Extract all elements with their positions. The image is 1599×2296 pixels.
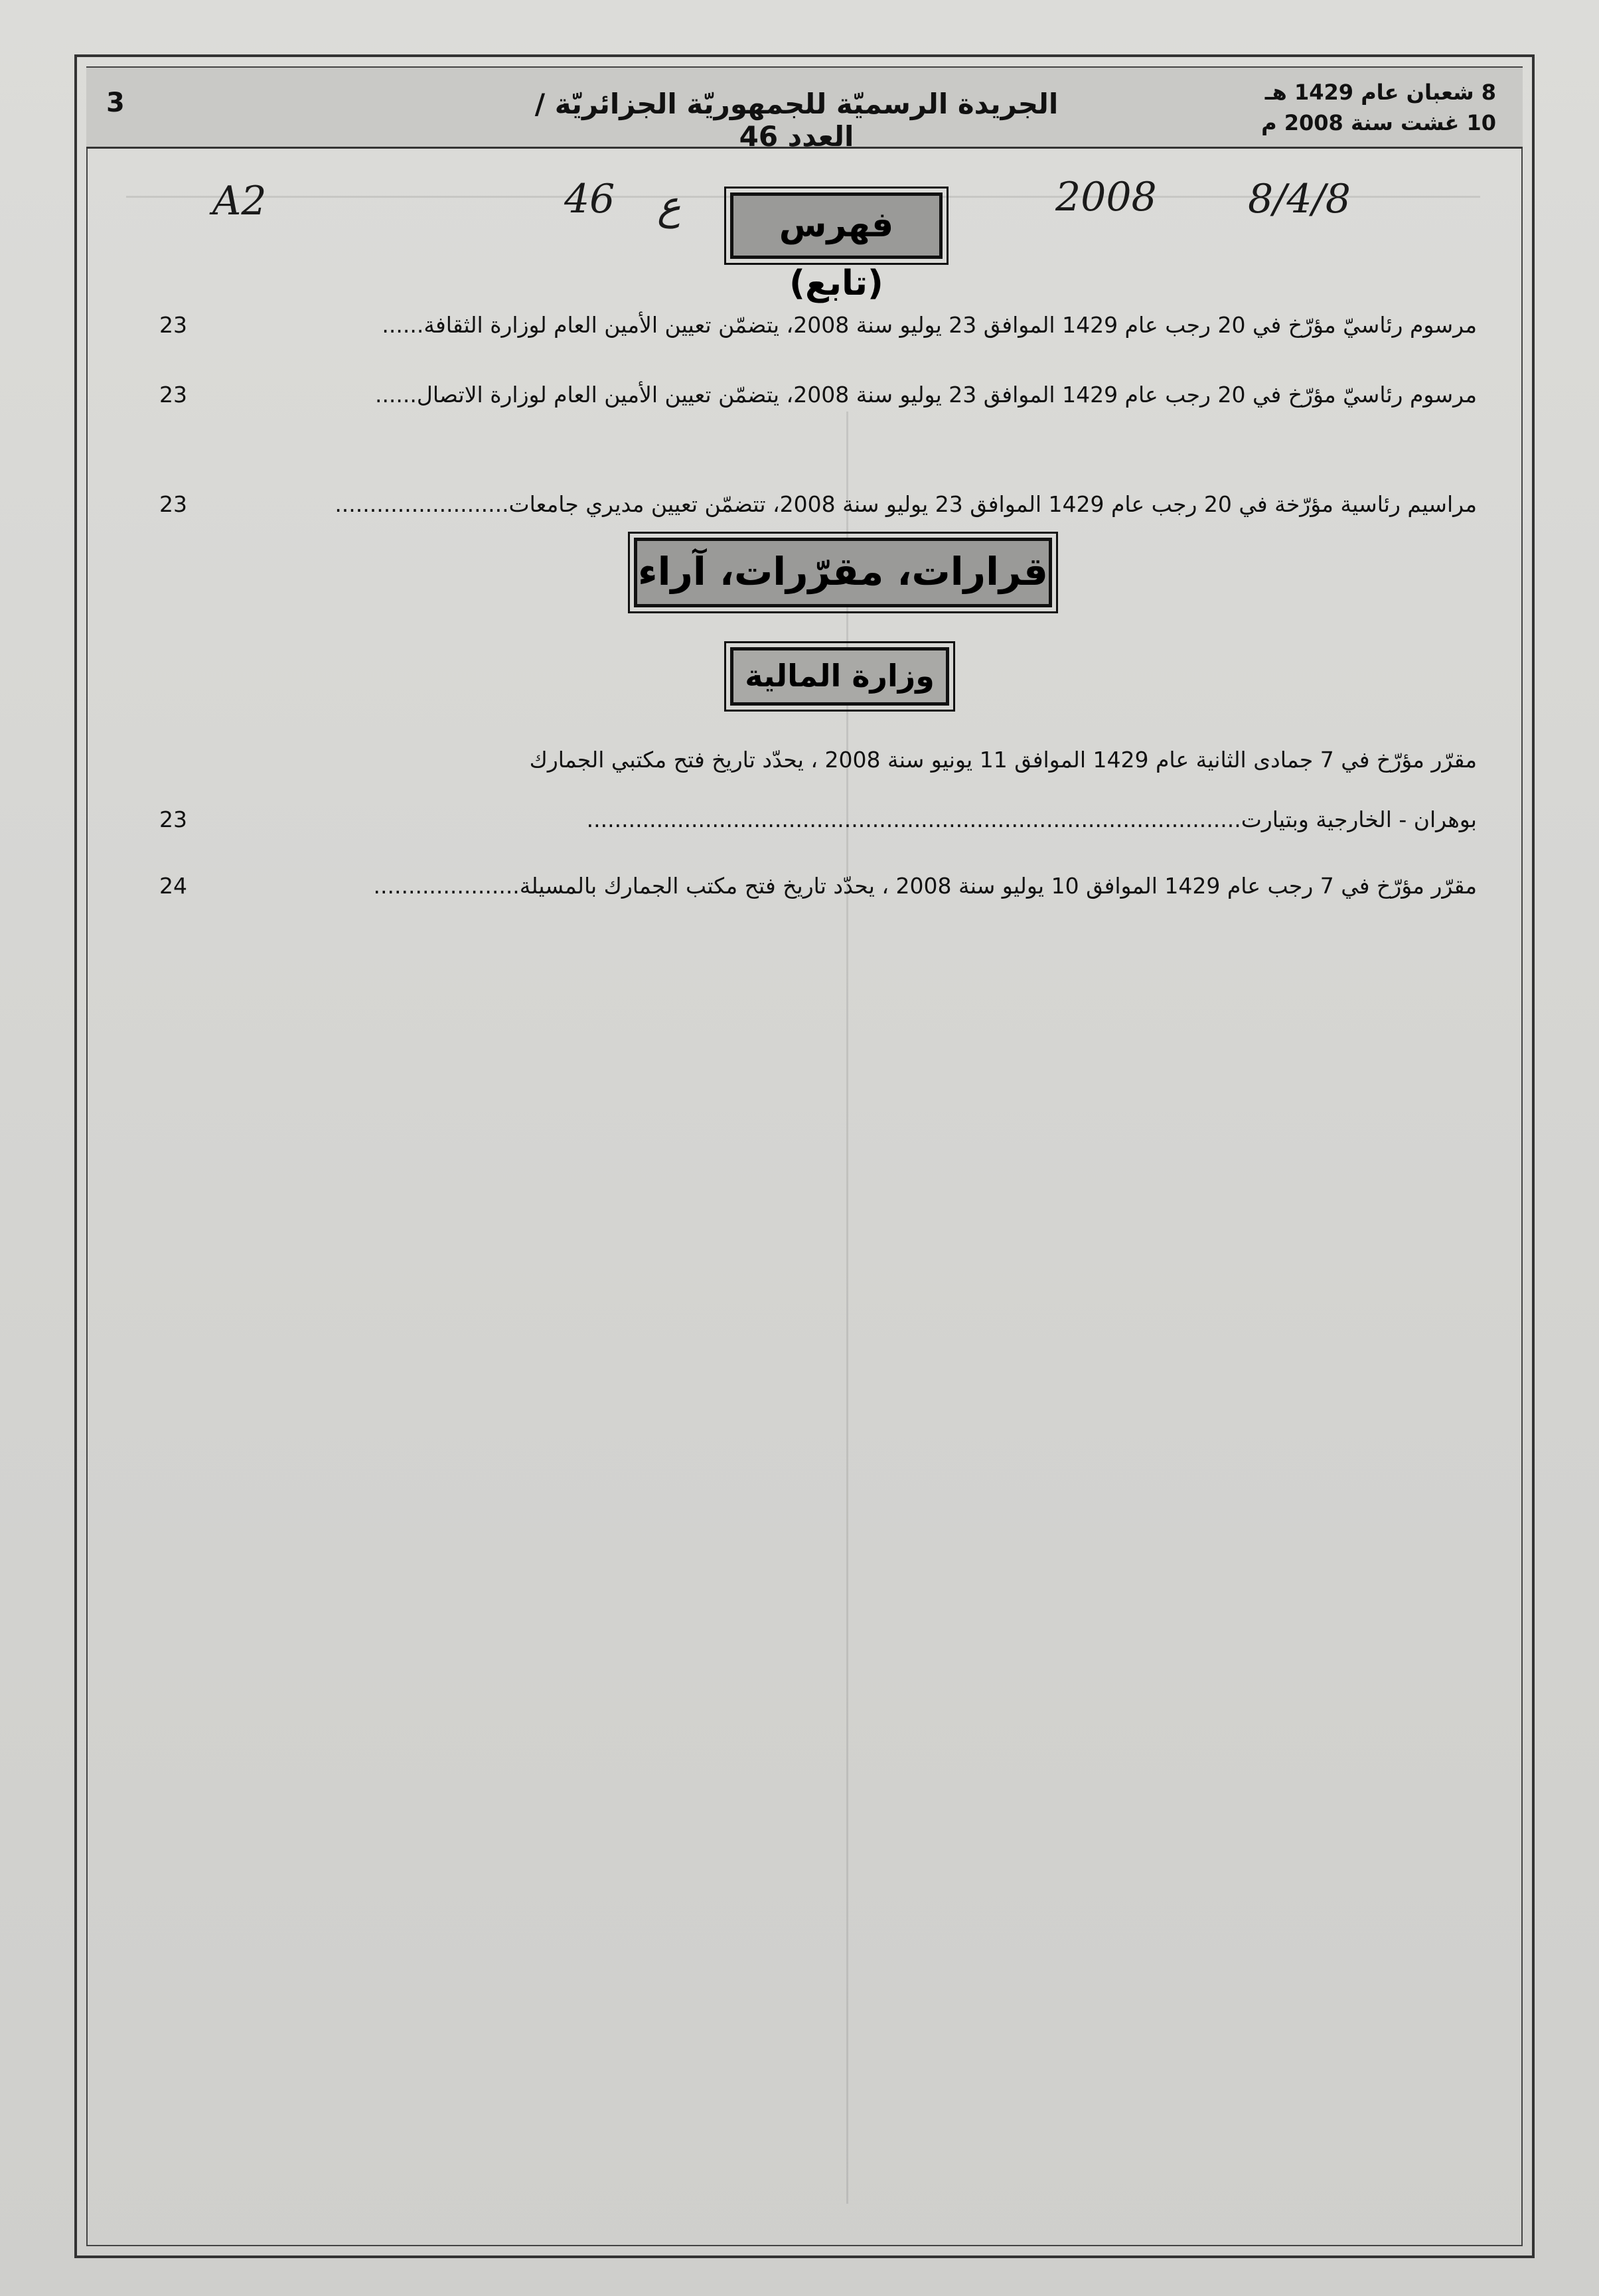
index-entry-4	[212, 743, 1477, 836]
date-gregorian: 10 غشت سنة 2008 م	[1261, 110, 1496, 135]
index-entry-2-page: 23	[159, 382, 187, 408]
header-date	[1261, 77, 1496, 138]
handwritten-note-date: 8/4/8	[1248, 176, 1351, 222]
index-entry-1-page: 23	[159, 312, 187, 338]
entry-text: مقرّر مؤرّخ في 7 رجب عام 1429 الموافق 10 يوليو سنة 2008 ، يحدّد تاريخ فتح مكتب الجمارك بالمسيلة.....................	[373, 873, 1477, 899]
index-entry-3	[212, 488, 1477, 521]
index-entry-3-page: 23	[159, 491, 187, 517]
index-entry-1	[212, 309, 1477, 342]
handwritten-note-a2: A2	[212, 178, 267, 224]
page-number: 3	[106, 88, 125, 118]
handwritten-note-ain: ع	[657, 183, 681, 229]
entry-text-line1: مقرّر مؤرّخ في 7 جمادى الثانية عام 1429 الموافق 11 يونيو سنة 2008 ، يحدّد تاريخ فتح مكتبي الجمارك	[529, 747, 1477, 773]
decisions-section-title: قرارات، مقرّرات، آراء	[634, 538, 1052, 607]
page-header	[86, 68, 1523, 153]
ministry-of-finance-title: وزارة المالية	[730, 647, 949, 706]
handwritten-note-46: 46	[564, 176, 615, 222]
entry-text: مرسوم رئاسيّ مؤرّخ في 20 رجب عام 1429 الموافق 23 يوليو سنة 2008، يتضمّن تعيين الأمين العام لوزارة الاتصال......	[374, 382, 1477, 408]
entry-text: مراسيم رئاسية مؤرّخة في 20 رجب عام 1429 الموافق 23 يوليو سنة 2008، تتضمّن تعيين مديري جامعات.........................	[335, 491, 1477, 517]
entry-text: مرسوم رئاسيّ مؤرّخ في 20 رجب عام 1429 الموافق 23 يوليو سنة 2008، يتضمّن تعيين الأمين العام لوزارة الثقافة......	[382, 312, 1477, 338]
index-continued-title: فهرس (تابع)	[730, 192, 943, 259]
journal-title: الجريدة الرسميّة للجمهوريّة الجزائريّة / العدد 46	[534, 88, 1059, 153]
date-hijri: 8 شعبان عام 1429 هـ	[1264, 80, 1496, 105]
handwritten-note-year: 2008	[1055, 174, 1157, 220]
index-entry-5	[212, 870, 1477, 903]
index-entry-2	[212, 378, 1477, 412]
entry-text-line2: بوهران - الخارجية وبتيارت..............................................................................................	[586, 806, 1477, 832]
index-entry-4-page: 23	[159, 806, 187, 832]
index-entry-5-page: 24	[159, 873, 187, 899]
